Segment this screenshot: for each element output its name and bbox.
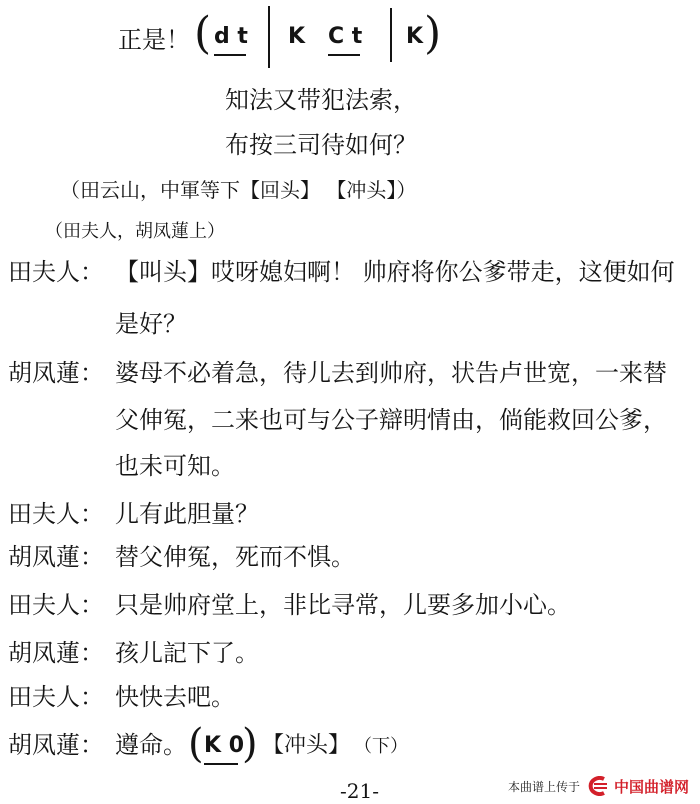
page-number: -21- (340, 779, 379, 803)
dialogue-line: 替父伸冤，死而不惧。 (115, 543, 355, 571)
dialogue-line: 婆母不必着急，待儿去到帅府，状告卢世宽，一来替 (115, 359, 667, 387)
qupu-logo-svg (584, 776, 612, 796)
dialogue-line: 也未可知。 (115, 452, 235, 480)
dialogue-line: 父伸冤，二来也可与公子辯明情由，倘能救回公爹， (115, 406, 667, 434)
dialogue-line: 只是帅府堂上，非比寻常，儿要多加小心。 (115, 591, 571, 619)
notation-group-3: C t (328, 24, 363, 49)
intro-text: 正是！ (118, 26, 190, 54)
dialogue-line: 儿有此胆量？ (115, 500, 259, 528)
dialogue-line: 遵命。 (115, 731, 187, 759)
speaker-name: 胡凤蓮： (8, 543, 104, 571)
dialogue-line: 【叫头】哎呀媳妇啊！ 帅府将你公爹带走，这便如何 (115, 258, 675, 286)
notation-underline-1 (214, 54, 246, 56)
notation-close-paren: ) (242, 721, 258, 767)
notation-group-1: d t (214, 24, 248, 49)
speaker-name: 田夫人： (8, 500, 104, 528)
speaker-name: 胡凤蓮： (8, 359, 104, 387)
watermark-prefix: 本曲谱上传于 (508, 780, 581, 794)
music-cue: 【冲头】 (262, 733, 351, 758)
notation-open-paren: ( (188, 721, 204, 767)
notation-open-paren: ( (194, 8, 212, 59)
watermark-site-name: 中国曲谱网 (614, 778, 690, 796)
speaker-name: 田夫人： (8, 683, 104, 711)
stage-direction-2: （田夫人，胡凤蓮上） (45, 221, 225, 242)
dialogue-line: 是好？ (115, 310, 187, 338)
notation-close-paren: ) (424, 8, 442, 59)
exit-direction: （下） (354, 736, 408, 757)
dialogue-line: 孩儿記下了。 (115, 639, 259, 667)
notation-underline (204, 763, 238, 765)
speaker-name: 田夫人： (8, 258, 104, 286)
stage-direction-1: （田云山，中軍等下【回头】 【冲头】） (60, 178, 417, 202)
verse-line-1: 知法又带犯法索， (225, 86, 417, 114)
notation-beats: K 0 (204, 733, 245, 758)
dialogue-line: 快快去吧。 (115, 683, 235, 711)
notation-group-2: K (288, 24, 306, 49)
speaker-name: 胡凤蓮： (8, 731, 104, 759)
notation-underline-3 (328, 54, 360, 56)
bar-line-1 (268, 6, 270, 68)
qupu-logo-icon (584, 776, 612, 796)
bar-line-2 (390, 8, 392, 62)
speaker-name: 胡凤蓮： (8, 639, 104, 667)
verse-line-2: 布按三司待如何？ (225, 131, 417, 159)
speaker-name: 田夫人： (8, 591, 104, 619)
notation-group-4: K (406, 24, 424, 49)
